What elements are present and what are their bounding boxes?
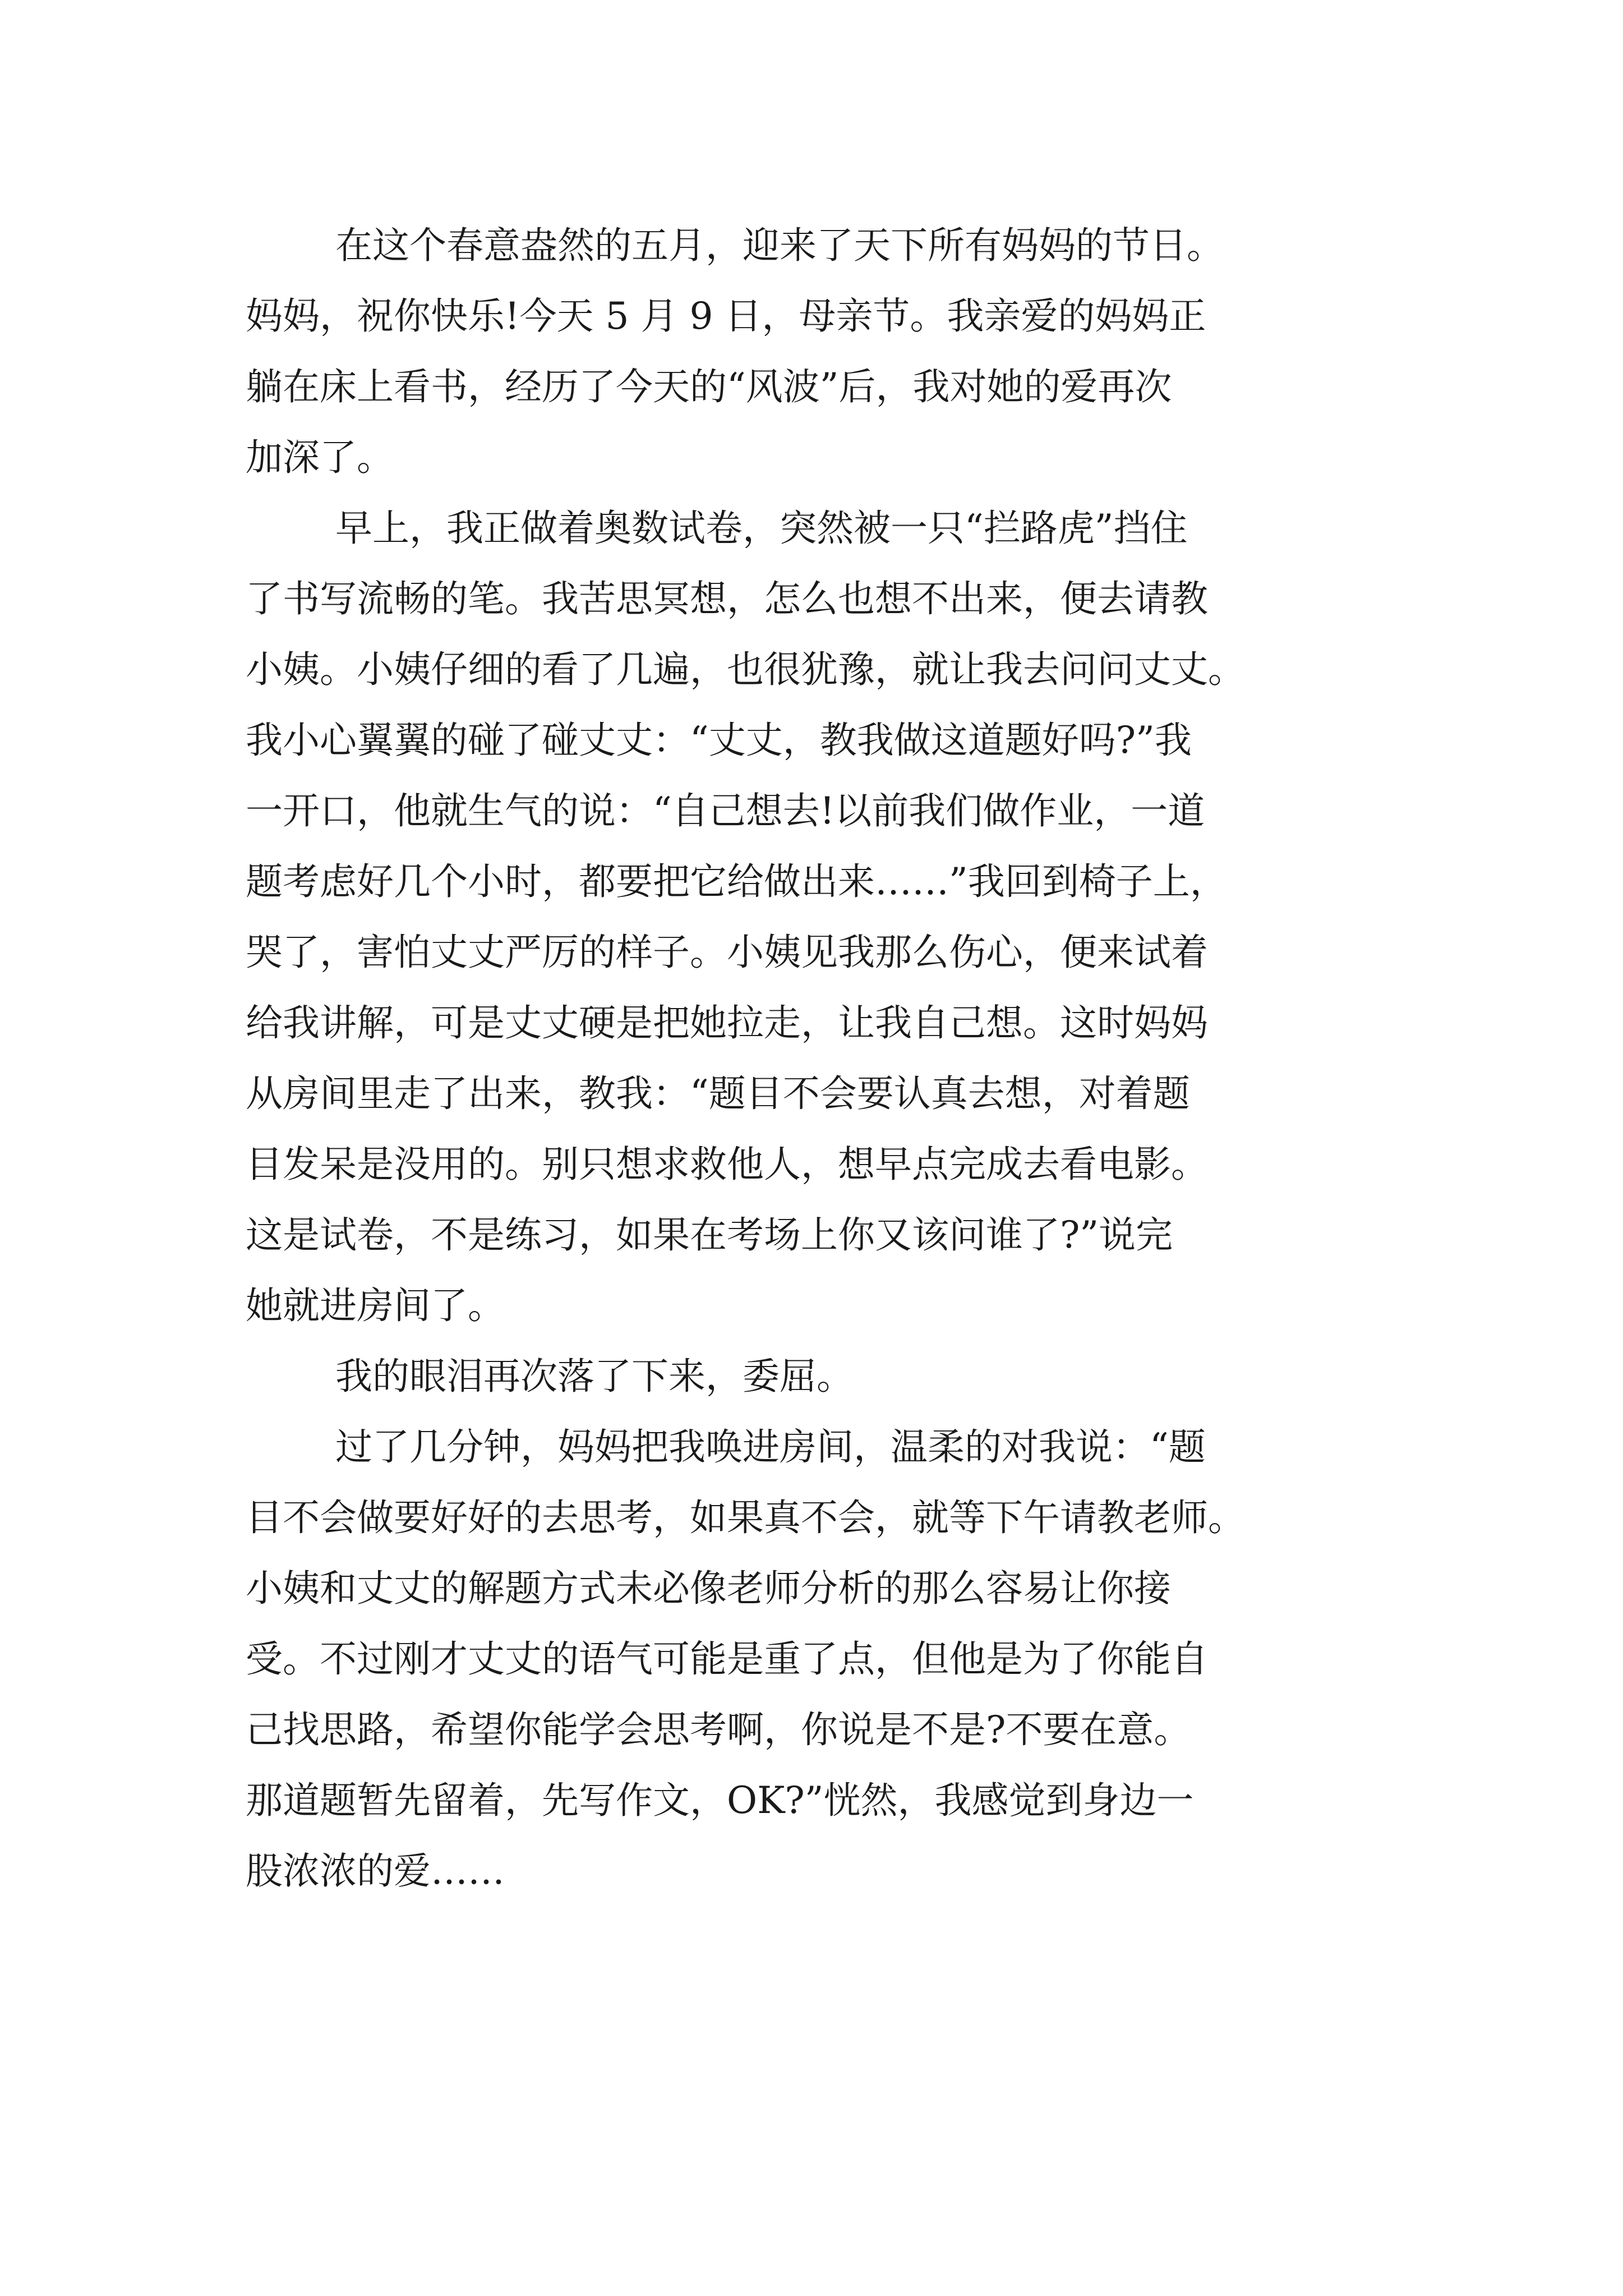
text-line: 这是试卷，不是练习，如果在考场上你又该问谁了?”说完: [246, 1213, 1173, 1257]
text-line: 我的眼泪再次落了下来，委屈。: [335, 1355, 854, 1398]
text-line: 己找思路，希望你能学会思考啊，你说是不是?不要在意。: [246, 1708, 1191, 1751]
text-line: 小姨。小姨仔细的看了几遍，也很犹豫，就让我去问问丈丈。: [246, 648, 1245, 691]
text-line: 加深了。: [246, 436, 394, 479]
text-line: 目不会做要好好的去思考，如果真不会，就等下午请教老师。: [246, 1496, 1245, 1539]
text-line: 受。不过刚才丈丈的语气可能是重了点，但他是为了你能自: [246, 1637, 1208, 1681]
text-line: 哭了，害怕丈丈严厉的样子。小姨见我那么伤心，便来试着: [246, 931, 1208, 974]
text-line: 目发呆是没用的。别只想求救他人，想早点完成去看电影。: [246, 1143, 1208, 1186]
text-line: 给我讲解，可是丈丈硬是把她拉走，让我自己想。这时妈妈: [246, 1001, 1208, 1045]
text-line: 从房间里走了出来，教我：“题目不会要认真去想，对着题: [246, 1072, 1190, 1115]
text-line: 我小心翼翼的碰了碰丈丈：“丈丈，教我做这道题好吗?”我: [246, 719, 1192, 762]
text-line: 小姨和丈丈的解题方式未必像老师分析的那么容易让你接: [246, 1567, 1171, 1610]
text-line: 她就进房间了。: [246, 1284, 505, 1327]
text-line: 在这个春意盎然的五月，迎来了天下所有妈妈的节日。: [335, 224, 1224, 267]
text-line: 过了几分钟，妈妈把我唤进房间，温柔的对我说：“题: [335, 1425, 1206, 1469]
text-line: 一开口，他就生气的说：“自己想去!以前我们做作业，一道: [246, 789, 1205, 832]
essay-body: [246, 210, 1401, 1907]
text-line: 股浓浓的爱……: [246, 1849, 505, 1893]
text-line: 了书写流畅的笔。我苦思冥想，怎么也想不出来，便去请教: [246, 577, 1208, 620]
text-line: 那道题暂先留着，先写作文，OK?”恍然，我感觉到身边一: [246, 1779, 1194, 1822]
text-line: 躺在床上看书，经历了今天的“风波”后，我对她的爱再次: [246, 365, 1172, 408]
text-line: 妈妈，祝你快乐!今天 5 月 9 日，母亲节。我亲爱的妈妈正: [246, 295, 1206, 338]
text-line: 早上，我正做着奥数试卷，突然被一只“拦路虎”挡住: [335, 507, 1188, 550]
text-line: 题考虑好几个小时，都要把它给做出来……”我回到椅子上，: [246, 860, 1227, 903]
